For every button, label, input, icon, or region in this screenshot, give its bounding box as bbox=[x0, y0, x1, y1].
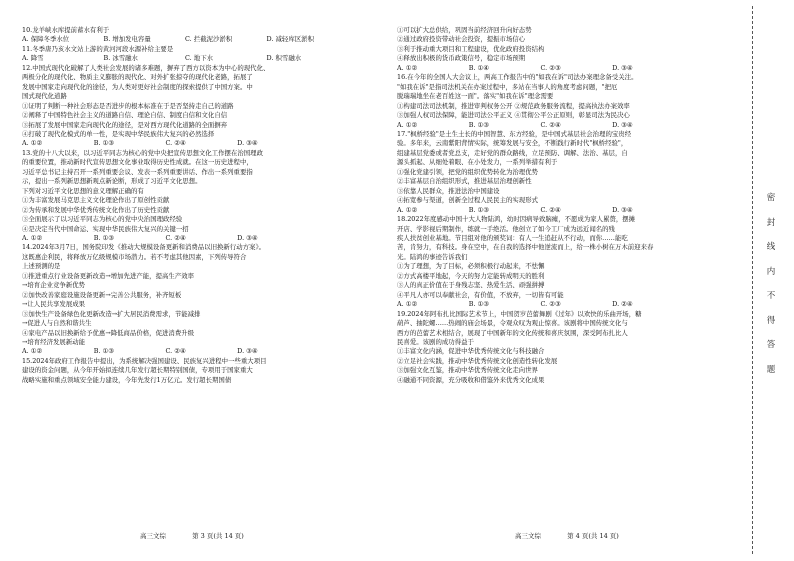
q18-choice: ④平凡人亦可以奉献社会，有价值，不放弃，一切皆有可能 bbox=[397, 290, 564, 299]
q18-line: 18.2022年度感动中国十大人物陆鸿，幼时因病导致脑瘫，不愿成为家人累赘，摆摊 bbox=[397, 215, 636, 224]
q18-line: 苦，肯努力，有科技。身在空中，在自我的选择中他逆流而上，给一株小树在万木前迎来春 bbox=[397, 243, 654, 252]
q10-option-a: A. 保障冬季水位 bbox=[22, 35, 70, 44]
q10-option-b: B. 增加发电容量 bbox=[103, 35, 151, 44]
seal-char: 得 bbox=[766, 315, 776, 326]
q16-choice: ③加强人权司法保障，能进司法公平正义 ④贯彻公平公正原则，彰显司法为民决心 bbox=[397, 111, 630, 120]
q17-line: 源头抓起、从细处着眼、在小处发力，一系列举措有利于 bbox=[397, 158, 558, 167]
q15-line: 建设的资金问题，从今年开始拟连续几年发行超长期特别国债，专项用于国家重大 bbox=[22, 366, 253, 375]
q11-option-d: D. 积雪融水 bbox=[266, 54, 302, 63]
q18-option-c: C. ②③ bbox=[540, 300, 561, 309]
q15-option-a: A. ①② bbox=[397, 63, 418, 72]
seal-char: 内 bbox=[766, 266, 776, 277]
q17-option-a: A. ①② bbox=[397, 205, 418, 214]
q18-choice: ③人的真正价值在于身残志坚、热爱生活、顽强拼搏 bbox=[397, 281, 545, 290]
q15-option-c: C. ②③ bbox=[540, 63, 561, 72]
q18-option-d: D. ②④ bbox=[612, 300, 633, 309]
q14-choice: ①推进重点行业设备更新改造→增加先进产能，提高生产效率 bbox=[22, 271, 195, 280]
q16-option-a: A. ①② bbox=[397, 120, 418, 129]
q18-choice: ①为了理想，为了目标，必须积极行动起来，不怯懈 bbox=[397, 262, 545, 271]
right-column bbox=[397, 26, 723, 385]
q14-option-d: D. ③④ bbox=[237, 347, 258, 356]
q13-option-b: B. ①③ bbox=[93, 233, 115, 242]
q18-option-a: A. ①② bbox=[397, 300, 418, 309]
q17-choice: ④拓宽参与渠道，创新全过程人民民主的实现形式 bbox=[397, 196, 539, 205]
q12-options bbox=[22, 139, 348, 148]
q16-option-c: C. ②④ bbox=[540, 120, 561, 129]
q17-option-d: D. ③④ bbox=[612, 205, 633, 214]
q17-options bbox=[397, 206, 723, 215]
q10-option-c: C. 拦截泥沙淤积 bbox=[185, 35, 233, 44]
seal-char: 封 bbox=[766, 217, 776, 228]
q19-choice: ②立足社会实践，推动中华优秀传统文化创造性转化发展 bbox=[397, 356, 558, 365]
q17-choice: ③依靠人民群众，推进法治中国建设 bbox=[397, 186, 500, 195]
q15-option-d: D. ③④ bbox=[612, 63, 633, 72]
q19-line: 西方的芭蕾艺术相结合，展现了中国新年的文化传统和喜庆氛围，深受阿布扎比人 bbox=[397, 328, 628, 337]
q14-choice: ④家电产品以旧换新给予优惠→降低商品价格，促进消费升级 bbox=[22, 328, 195, 337]
q14-choice: →培育经济发展新动能 bbox=[22, 337, 86, 346]
q13-line: 下列对习近平文化思想的意义理解正确的有 bbox=[22, 186, 144, 195]
q16-option-b: B. ①③ bbox=[468, 120, 490, 129]
q19-choice: ①丰富文化内涵，促进中华优秀传统文化与科技融合 bbox=[397, 347, 545, 356]
q12-option-b: B. ①③ bbox=[93, 139, 115, 148]
q12-line: 发展中国家走向现代化的途径，为人类对更好社会制度的探索提供了中国方案。中 bbox=[22, 82, 253, 91]
q14-choice: ③加快生产设备绿色化更新改造→扩大居民消费需求，节能减排 bbox=[22, 309, 201, 318]
seal-char: 题 bbox=[766, 364, 776, 375]
seal-line-text bbox=[764, 186, 778, 382]
q10-stem: 10.龙羊峡水库提前蓄水有利于 bbox=[22, 26, 110, 34]
q12-line: 国式现代化道路 bbox=[22, 92, 67, 101]
q19-choice: ③加强文化互鉴，推动中华优秀传统文化走向世界 bbox=[397, 366, 539, 375]
seal-char: 答 bbox=[766, 340, 776, 350]
q13-options bbox=[22, 234, 348, 243]
q17-option-c: C. ②④ bbox=[540, 205, 561, 214]
q19-line: 19.2024年阿布扎比国际艺术节上，中国贺岁芭蕾舞剧《过年》以欢快的乐曲开场，糖 bbox=[397, 309, 642, 318]
q18-line: 开店、学影视后期制作，练就一手绝活。他创立了如今工厂成为远近闻名的残 bbox=[397, 224, 615, 233]
q14-option-c: C. ②④ bbox=[165, 347, 186, 356]
q15-options bbox=[397, 64, 723, 73]
q17-line: 组建基层党委或者党总支，走好党的群众路线，立足预防、调解、法治、基层，自 bbox=[397, 148, 628, 157]
footer-page-number: 第 4 页(共 14 页) bbox=[567, 532, 619, 540]
q19-line: 葫芦、抽陀螺……热闹的庙会场景，令观众叹为观止惊喜。该剧将中国传统文化与 bbox=[397, 319, 628, 328]
q14-options bbox=[22, 347, 348, 356]
q13-choice: ④是决定当代中国命运、实现中华民族伟大复兴的关键一招 bbox=[22, 224, 189, 233]
q12-option-c: C. ②④ bbox=[165, 139, 186, 148]
q14-line: 14.2024年3月7日，国务院印发《推动大规模设备更新和消费品以旧换新行动方案》。 bbox=[22, 243, 266, 252]
q17-line: 验。多年来，云南紫阳背情实际，统筹发展与安全，不断践行新时代"枫桥经验"， bbox=[397, 139, 628, 148]
q15-choice: ④释放出积极的货币政策信号，稳定市场预期 bbox=[397, 54, 526, 63]
q17-choice: ①强化党建引领，把党的组织优势转化为治理优势 bbox=[397, 167, 539, 176]
q18-options bbox=[397, 300, 723, 309]
seal-char: 不 bbox=[766, 291, 776, 301]
q13-choice: ①为丰富发展马克思主义文化理论作出了原创性贡献 bbox=[22, 196, 170, 205]
q13-option-d: D. ③④ bbox=[237, 233, 258, 242]
q19-choice: ④融通不同资源，充分吸收和借鉴外来优秀文化成果 bbox=[397, 375, 545, 384]
q14-choice: →培育企业竞争新优势 bbox=[22, 281, 86, 290]
page-footer-left bbox=[140, 531, 244, 540]
q10-option-d: D. 减轻库区淤积 bbox=[266, 35, 314, 44]
q16-choice: ①构建司法司法机制，推进审判权务公开 ②规范政务服务流程，提高执法办案效率 bbox=[397, 101, 630, 110]
q14-choice: ②加快改善家庭设施设备更新→完善公共服务，补齐短板 bbox=[22, 290, 182, 299]
q16-line: "如我在诉"是指司法机关在办案过程中，多站在当事人的角度考虑问题，"把厄 bbox=[397, 82, 618, 91]
seal-char: 线 bbox=[766, 242, 776, 252]
page-footer-right bbox=[515, 531, 619, 540]
q15-choice: ③利于推动重大项目和工程建设，优化政府投资结构 bbox=[397, 44, 545, 53]
q15-line: 15.2024年政府工作报告中提出，为系统解决强国建设、民族复兴进程中一些重大项目 bbox=[22, 356, 267, 365]
footer-page-number: 第 3 页(共 14 页) bbox=[192, 532, 244, 540]
q13-choice: ②为传承和发展中华优秀传统文化作出了历史性贡献 bbox=[22, 205, 170, 214]
q18-choice: ②方式高楼平地起，今天的努力定能转成明天的胜利 bbox=[397, 271, 545, 280]
q13-line: 13.党的十八大以来，以习近平同志为核心的党中央把宣传思想文化工作摆在治国理政 bbox=[22, 148, 264, 157]
q14-option-a: A. ①② bbox=[22, 347, 43, 356]
q13-option-c: C. ②④ bbox=[165, 233, 186, 242]
q11-option-c: C. 地下水 bbox=[185, 54, 214, 63]
q15-choice: ②通过政府投资带动社会投资，提振市场信心 bbox=[397, 35, 526, 44]
q17-option-b: B. ①③ bbox=[468, 205, 490, 214]
footer-course: 高三文综 bbox=[140, 532, 166, 540]
q14-choice: →促进人与自然和谐共生 bbox=[22, 319, 92, 328]
q18-option-b: B. ①③ bbox=[468, 300, 490, 309]
q18-line: 光。陆鸿的事迹告诉我们 bbox=[397, 252, 468, 261]
left-column bbox=[22, 26, 348, 385]
q16-option-d: D. ③④ bbox=[612, 120, 633, 129]
q14-option-b: B. ①③ bbox=[93, 347, 115, 356]
q11-options bbox=[22, 54, 348, 63]
q15-option-b: B. ①④ bbox=[468, 63, 490, 72]
q13-option-a: A. ①② bbox=[22, 233, 43, 242]
q12-choice: ①证明了判断一种社会形态是否进步的根本标准在于是否坚持走自己的道路 bbox=[22, 101, 234, 110]
q12-choice: ③拓展了发展中国家走向现代化的途径，是对西方现代化道路的全面摒弃 bbox=[22, 120, 228, 129]
q11-stem: 11.冬季唐乃亥水文站上游的黄河河段水源补给主要是 bbox=[22, 44, 174, 53]
q16-line: 脱瑞瑞地坐在老百姓这一面"。落实"如我在诉"理念需要 bbox=[397, 92, 554, 101]
q11-option-b: B. 冰雪融水 bbox=[103, 54, 138, 63]
q12-line: 12.中国式现代化破解了人类社会发展的诸多难题，摒弃了西方以资本为中心的现代化、 bbox=[22, 63, 270, 72]
q12-option-a: A. ①② bbox=[22, 139, 43, 148]
q12-choice: ④打破了现代化模式的单一性，是实现中华民族伟大复兴的必然选择 bbox=[22, 129, 215, 138]
seal-dashed-line bbox=[752, 6, 753, 554]
q13-line: 习近平总书记主持召开一系列重要会议、发表一系列重要讲话、作出一系列重要指 bbox=[22, 167, 253, 176]
seal-char: 密 bbox=[766, 193, 776, 203]
q12-option-d: D. ③④ bbox=[237, 139, 258, 148]
q16-line: 16.在今年的全国人大会议上，两高工作报告中的"如我在诉"司法办案理念备受关注。 bbox=[397, 73, 638, 82]
q15-choice: ①可以扩大总供给，巩固当前经济回升向好态势 bbox=[397, 26, 532, 34]
q12-line: 两极分化的现代化、物质主义膨胀的现代化、对外扩张掠夺的现代化老路，拓展了 bbox=[22, 73, 253, 82]
q13-choice: ③全面展示了以习近平同志为核心的党中央治国理政经验 bbox=[22, 215, 183, 224]
q10-options bbox=[22, 35, 348, 44]
q16-options bbox=[397, 121, 723, 130]
footer-course: 高三文综 bbox=[515, 532, 541, 540]
q14-choice: →让人民共享发展成果 bbox=[22, 300, 86, 309]
q13-line: 示，提出一系列新思想新观点新论断，形成了习近平文化思想。 bbox=[22, 177, 202, 186]
q14-line: 上述预测的是 bbox=[22, 262, 61, 271]
q19-line: 民喜爱。该剧的成功得益于 bbox=[397, 337, 474, 346]
q17-choice: ②丰富基层自治组织形式，推进基层治理创新性 bbox=[397, 177, 532, 186]
q17-line: 17."枫桥经验"是土生土长的中国智慧、东方经验，是中国式基层社会治理的宝贵经 bbox=[397, 129, 632, 138]
q11-option-a: A. 降雪 bbox=[22, 54, 44, 63]
q15-line: 战略实施和重点领域安全能力建设，今年先发行1万亿元。发行超长期国债 bbox=[22, 375, 232, 384]
q12-choice: ②阐释了中国特色社会主义的道路自信、理论自信、制度自信和文化自信 bbox=[22, 111, 228, 120]
q13-line: 的重要位置，推动新时代宣传思想文化事业取得历史性成就。在这一历史进程中， bbox=[22, 158, 253, 167]
q18-line: 疾人扶贫创业基地。节目组对他的颁奖词：有人一生追赶从不行动，而你……能吃 bbox=[397, 233, 628, 242]
q14-line: 这既惠企利民，将释放万亿级规模市场潜力。若不考虑其他因素，下列传导符合 bbox=[22, 252, 247, 261]
